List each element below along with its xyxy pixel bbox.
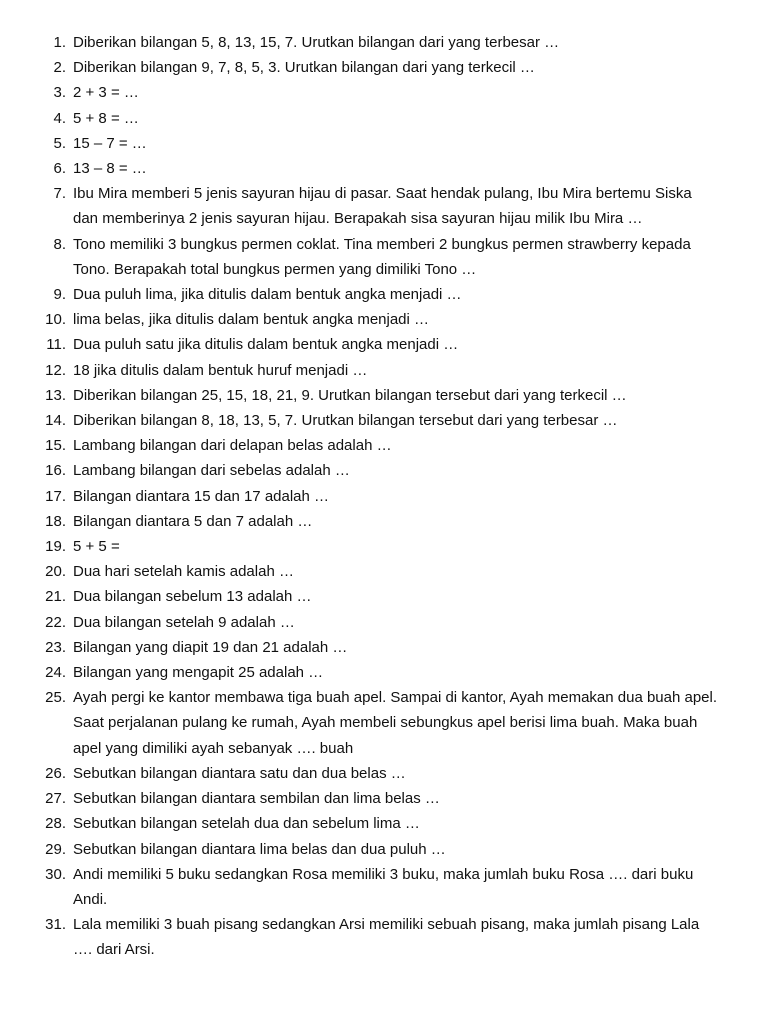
question-number: 9. [53, 286, 66, 304]
question-item [0, 156, 768, 181]
question-item [0, 332, 768, 357]
question-text: Diberikan bilangan 5, 8, 13, 15, 7. Urutkan bilangan dari yang terbesar … [73, 34, 560, 51]
question-text: Bilangan yang mengapit 25 adalah … [73, 664, 324, 682]
question-item [0, 232, 768, 282]
question-text: Diberikan bilangan 9, 7, 8, 5, 3. Urutkan bilangan dari yang terkecil … [73, 59, 535, 77]
question-text: Dua bilangan sebelum 13 adalah … [73, 588, 312, 606]
question-number: 4. [53, 109, 66, 127]
question-number: 17. [45, 487, 66, 505]
question-number: 30. [45, 865, 66, 883]
question-list [0, 30, 768, 963]
question-number: 7. [53, 185, 66, 203]
question-item [0, 106, 768, 131]
question-item [0, 837, 768, 862]
question-number: 11. [46, 336, 66, 354]
question-text: lima belas, jika ditulis dalam bentuk angka menjadi … [73, 311, 430, 329]
question-text: 18 jika ditulis dalam bentuk huruf menjadi … [73, 361, 368, 379]
question-item [0, 55, 768, 80]
question-number: 29. [45, 840, 66, 858]
question-item [0, 811, 768, 836]
question-text: Tono memiliki 3 bungkus permen coklat. Tina memberi 2 bungkus permen strawberry kepada Tono. Berapakah total bungkus permen yang dimiliki Tono … [73, 235, 691, 278]
question-text: 13 – 8 = … [73, 160, 147, 178]
question-number: 3. [53, 84, 66, 102]
question-text: Dua puluh satu jika ditulis dalam bentuk angka menjadi … [73, 336, 459, 354]
question-item [0, 358, 768, 383]
question-text: 15 – 7 = … [73, 134, 147, 152]
question-number: 6. [53, 160, 66, 178]
question-text: Ibu Mira memberi 5 jenis sayuran hijau di pasar. Saat hendak pulang, Ibu Mira bertemu Siska dan memberinya 2 jenis sayuran hijau. Berapakah sisa sayuran hijau milik Ibu Mira … [73, 185, 692, 228]
question-item [0, 181, 768, 231]
question-item [0, 383, 768, 408]
question-number: 26. [45, 764, 66, 782]
question-number: 2. [53, 59, 66, 77]
question-item [0, 408, 768, 433]
question-text: 5 + 5 = [73, 538, 120, 556]
question-number: 14. [45, 412, 66, 430]
question-text: Sebutkan bilangan diantara sembilan dan lima belas … [73, 790, 440, 808]
question-text: Diberikan bilangan 8, 18, 13, 5, 7. Urutkan bilangan tersebut dari yang terbesar … [73, 412, 618, 430]
question-text: Sebutkan bilangan setelah dua dan sebelum lima … [73, 815, 420, 833]
question-text: Diberikan bilangan 25, 15, 18, 21, 9. Urutkan bilangan tersebut dari yang terkecil … [73, 386, 627, 404]
question-number: 22. [45, 613, 66, 631]
question-number: 21. [45, 588, 66, 606]
question-text: 2 + 3 = … [73, 84, 139, 102]
question-number: 28. [45, 815, 66, 833]
question-number: 13. [45, 386, 66, 404]
question-number: 15. [45, 437, 66, 455]
question-number: 24. [45, 664, 66, 682]
question-text: Sebutkan bilangan diantara lima belas dan dua puluh … [73, 840, 446, 858]
question-item [0, 862, 768, 912]
question-item [0, 685, 768, 761]
question-text: 5 + 8 = … [73, 109, 139, 127]
question-item [0, 433, 768, 458]
question-item [0, 458, 768, 483]
question-text: Bilangan diantara 15 dan 17 adalah … [73, 487, 330, 505]
question-text: Andi memiliki 5 buku sedangkan Rosa memiliki 3 buku, maka jumlah buku Rosa …. dari buku Andi. [73, 865, 694, 908]
question-item [0, 534, 768, 559]
question-number: 1. [53, 34, 66, 51]
question-item [0, 80, 768, 105]
question-number: 23. [45, 638, 66, 656]
question-item [0, 131, 768, 156]
question-number: 5. [53, 134, 66, 152]
question-item [0, 30, 768, 55]
question-text: Bilangan yang diapit 19 dan 21 adalah … [73, 638, 348, 656]
question-number: 27. [45, 790, 66, 808]
question-text: Dua puluh lima, jika ditulis dalam bentuk angka menjadi … [73, 286, 462, 304]
question-text: Dua hari setelah kamis adalah … [73, 563, 294, 581]
question-item [0, 282, 768, 307]
question-text: Sebutkan bilangan diantara satu dan dua belas … [73, 764, 406, 782]
question-text: Bilangan diantara 5 dan 7 adalah … [73, 512, 313, 530]
question-item [0, 559, 768, 584]
question-text: Lambang bilangan dari sebelas adalah … [73, 462, 350, 480]
question-item [0, 307, 768, 332]
question-number: 19. [45, 538, 66, 556]
question-text: Dua bilangan setelah 9 adalah … [73, 613, 295, 631]
question-number: 10. [45, 311, 66, 329]
question-item [0, 584, 768, 609]
question-text: Lala memiliki 3 buah pisang sedangkan Arsi memiliki sebuah pisang, maka jumlah pisang Lala …. dari Arsi. [73, 916, 700, 959]
question-item [0, 912, 768, 962]
question-text: Lambang bilangan dari delapan belas adalah … [73, 437, 392, 455]
question-number: 16. [45, 462, 66, 480]
question-number: 8. [53, 235, 66, 253]
question-item [0, 761, 768, 786]
question-number: 18. [45, 512, 66, 530]
question-text: Ayah pergi ke kantor membawa tiga buah apel. Sampai di kantor, Ayah memakan dua buah apel. Saat perjalanan pulang ke rumah, Ayah membeli sebungkus apel berisi lima buah. Maka buah apel yang dimiliki ayah sebanyak …. buah [73, 689, 718, 757]
question-item [0, 484, 768, 509]
question-item [0, 635, 768, 660]
question-number: 31. [45, 916, 66, 934]
question-number: 12. [45, 361, 66, 379]
question-number: 25. [45, 689, 66, 707]
question-item [0, 660, 768, 685]
question-item [0, 610, 768, 635]
question-item [0, 786, 768, 811]
question-number: 20. [45, 563, 66, 581]
question-item [0, 509, 768, 534]
